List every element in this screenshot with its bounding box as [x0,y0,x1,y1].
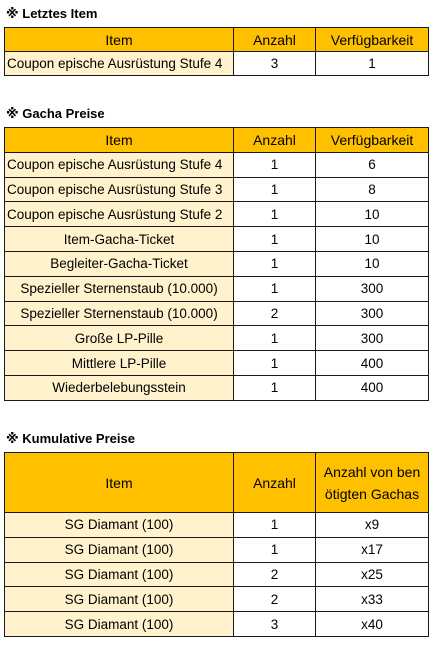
column-header-quantity: Anzahl [234,453,316,513]
quantity-cell: 3 [234,612,316,637]
item-cell: SG Diamant (100) [5,562,234,587]
column-header-item: Item [5,28,234,52]
required-gachas-cell: x9 [316,513,429,538]
quantity-cell: 1 [234,351,316,376]
section-title-last-item: ※ Letztes Item [6,6,98,21]
item-cell: Spezieller Sternenstaub (10.000) [5,276,234,301]
availability-cell: 300 [316,326,429,351]
table-row [5,587,429,612]
quantity-cell: 3 [234,52,316,76]
table-row [5,301,429,326]
item-cell: Item-Gacha-Ticket [5,227,234,252]
availability-cell: 400 [316,375,429,400]
quantity-cell: 1 [234,537,316,562]
table-row [5,513,429,538]
table-row [5,612,429,637]
table-row [5,202,429,227]
quantity-cell: 1 [234,202,316,227]
column-header-required-gachas: Anzahl von ben ötigten Gachas [316,453,429,513]
item-cell: Große LP-Pille [5,326,234,351]
table-row [5,227,429,252]
quantity-cell: 1 [234,152,316,177]
quantity-cell: 1 [234,513,316,538]
table-row [5,276,429,301]
availability-cell: 8 [316,177,429,202]
table-row [5,177,429,202]
table-row [5,562,429,587]
table-header-row [5,453,429,513]
required-gachas-cell: x17 [316,537,429,562]
availability-cell: 10 [316,202,429,227]
availability-cell: 300 [316,276,429,301]
table-row [5,351,429,376]
item-cell: Coupon epische Ausrüstung Stufe 4 [5,52,234,76]
quantity-cell: 2 [234,587,316,612]
column-header-item: Item [5,128,234,153]
availability-cell: 6 [316,152,429,177]
item-cell: SG Diamant (100) [5,513,234,538]
item-cell: SG Diamant (100) [5,587,234,612]
availability-cell: 1 [316,52,429,76]
table-row [5,537,429,562]
column-header-item: Item [5,453,234,513]
section-title-gacha-prices: ※ Gacha Preise [6,106,105,121]
item-cell: SG Diamant (100) [5,537,234,562]
quantity-cell: 1 [234,177,316,202]
availability-cell: 10 [316,251,429,276]
column-header-availability: Verfügbarkeit [316,128,429,153]
quantity-cell: 1 [234,375,316,400]
item-cell: Wiederbelebungsstein [5,375,234,400]
table-row [5,375,429,400]
last-item-table [4,27,429,76]
column-header-availability: Verfügbarkeit [316,28,429,52]
cumulative-prices-table [4,452,429,637]
availability-cell: 400 [316,351,429,376]
availability-cell: 300 [316,301,429,326]
quantity-cell: 1 [234,251,316,276]
quantity-cell: 1 [234,227,316,252]
item-cell: Coupon epische Ausrüstung Stufe 2 [5,202,234,227]
required-gachas-cell: x40 [316,612,429,637]
availability-cell: 10 [316,227,429,252]
quantity-cell: 2 [234,562,316,587]
table-row [5,52,429,76]
item-cell: Begleiter-Gacha-Ticket [5,251,234,276]
item-cell: SG Diamant (100) [5,612,234,637]
section-title-cumulative-prices: ※ Kumulative Preise [6,431,135,446]
required-gachas-cell: x33 [316,587,429,612]
column-header-quantity: Anzahl [234,128,316,153]
gacha-prices-table [4,127,429,401]
item-cell: Mittlere LP-Pille [5,351,234,376]
column-header-quantity: Anzahl [234,28,316,52]
item-cell: Coupon epische Ausrüstung Stufe 3 [5,177,234,202]
item-cell: Coupon epische Ausrüstung Stufe 4 [5,152,234,177]
table-row [5,326,429,351]
table-row [5,152,429,177]
quantity-cell: 2 [234,301,316,326]
item-cell: Spezieller Sternenstaub (10.000) [5,301,234,326]
quantity-cell: 1 [234,326,316,351]
table-header-row [5,128,429,153]
table-header-row [5,28,429,52]
required-gachas-cell: x25 [316,562,429,587]
quantity-cell: 1 [234,276,316,301]
table-row [5,251,429,276]
